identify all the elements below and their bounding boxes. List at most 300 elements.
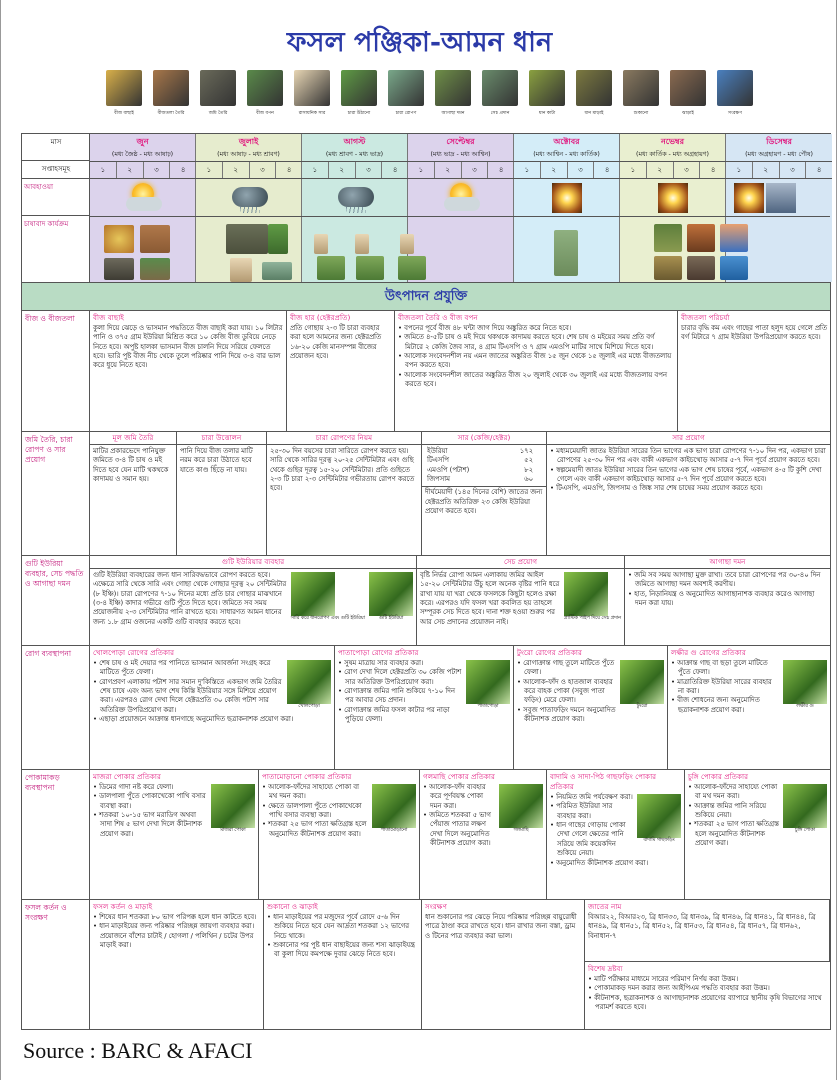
- strip-label: চারা উঠানো: [347, 111, 371, 116]
- week-row: [196, 161, 302, 179]
- fog-icon: [766, 183, 796, 213]
- week-number: ৪: [180, 166, 186, 174]
- bullet-item: • শুকানোর পর পুষ্ট ধান বাছাইয়ের জন্য শস্য ঝাড়াইযন্ত্র বা কুলা দিয়ে কমপক্ষে দুবার ঝেড়ে নিতে হবে।: [267, 941, 418, 960]
- activity-photo-weeding: [398, 256, 426, 280]
- photo-image: [783, 784, 827, 828]
- bullet-item: • রোগ দেখা দিলে হেক্টরপ্রতি ৩০ কেজি পটাশ সার অতিরিক্ত উপরিপ্রয়োগ করা।: [338, 668, 510, 687]
- activities-label: চাষাবাদ কার্যক্রম: [24, 220, 69, 228]
- weeks-label: সপ্তাহসমূহ: [22, 161, 90, 179]
- month-range: (মধ্য অগ্রহায়ণ - মধ্য পৌষ): [745, 151, 813, 158]
- week-number: ৪: [286, 166, 292, 174]
- month-range: (মধ্য কার্তিক - মধ্য অগ্রহায়ণ): [636, 151, 709, 158]
- cell-title: ফসল কর্তন ও মাড়াই: [93, 902, 153, 911]
- photo-image: [211, 784, 255, 828]
- cell-title: টুংরো রোগের প্রতিকার: [517, 648, 582, 657]
- cell-title: পাতাপোড়া রোগের প্রতিকার: [338, 648, 419, 657]
- activity-photo-seed-selection: [104, 225, 134, 253]
- activity-photo-uprooting: [268, 224, 288, 254]
- cell-fertilizer-dose: [422, 432, 547, 555]
- storm-cloud-icon: [232, 187, 268, 207]
- strip-item: [618, 70, 664, 117]
- strip-label: বীজ বপন: [256, 111, 274, 116]
- photo-image: [466, 660, 510, 704]
- cell-title: সার প্রয়োগ: [547, 432, 830, 445]
- cell-title: চারা রোপণের নিয়ম: [267, 432, 421, 445]
- photo: [783, 660, 827, 711]
- week-row: [620, 161, 726, 179]
- activity-photo-irrigation: [554, 230, 578, 276]
- activity-photo: [341, 70, 377, 106]
- fertilizer-amount: ১৭২: [519, 446, 533, 455]
- month-name: সেপ্টেম্বর: [446, 137, 475, 146]
- fertilizer-bag-icon: [355, 234, 369, 254]
- bullet-item: • অনুমোদিত কীটনাশক প্রয়োগ করা।: [550, 859, 681, 868]
- week-number: ৩: [250, 162, 277, 178]
- bullet-item: • রোগপ্রবণ এলাকায় পটাশ সার সমান দু'কিস্তিতে একভাগ জমি তৈরির শেষ চাষে এবং অন্য ভাগ শেষ কিস্তি ইউরিয়ার সঙ্গে মিশিয়ে প্রয়োগ করা। এরপরও রোগ দেখা দিলে হেক্টরপ্রতি ৩০ কেজি পটাশ সার অতিরিক্ত উপরিপ্রয়োগ করা।: [93, 678, 331, 716]
- cell-text: বৃষ্টি নির্ভর রোপা আমন এলাকায় জমির আইল ১৫-২০ সেন্টিমিটার উঁচু হলে অনেক বৃষ্টির পানি ধরে রাখা যায় যা খরা থেকে ফসলকে কিছুটা হলেও রক্ষা করে। এরপরও যদি ফসল খরা কবলিত হয় তাহলে সম্পূরক সেচ দিতে হবে। দানা শক্ত হওয়া শুরুর পর আর সেচ প্রদানের প্রয়োজন নাই।: [420, 570, 560, 626]
- month-range: (মধ্য আশ্বিন - মধ্য কার্তিক): [533, 151, 600, 158]
- bullet-item: • এছাড়া প্রয়োজনে আক্রান্ত ধানগাছে অনুমোদিত ছত্রাকনাশক প্রয়োগ করা।: [93, 715, 331, 724]
- week-number: ৩: [780, 162, 807, 178]
- cloud-icon: [126, 197, 162, 211]
- week-number: ১: [408, 162, 435, 178]
- photo-caption: গুটি ইউরিয়া: [378, 615, 404, 621]
- photo: [211, 784, 255, 835]
- photo: [783, 784, 827, 835]
- cell-title: জাতের নাম: [588, 902, 622, 911]
- bullet-item: • ক্ষেতে ডালপালা পুঁতে পোকাখেকো পাখি বসার ব্যবস্থা করা।: [262, 802, 416, 821]
- cell-text: মাটির প্রকারভেদে পানিযুক্ত জমিতে ৩-৪ টি চাষ ও মই দিতে হবে যেন মাটি থকথকে কাদাময় ও সমান হয়।: [93, 446, 169, 484]
- bullet-list: [398, 324, 674, 390]
- row-label: জমি তৈরি, চারা রোপণ ও সার প্রয়োগ: [22, 432, 90, 555]
- fertilizer-name: টিএসপি: [427, 456, 449, 465]
- activity-photo-cleaning: [687, 256, 715, 280]
- strip-label: আগাছা দমন: [441, 111, 465, 116]
- bullet-item: • বীজ শোধনের জন্য অনুমোদিত ছত্রাকনাশক প্রয়োগ করা।: [671, 696, 827, 715]
- week-number: ১: [90, 162, 117, 178]
- week-number: ১: [302, 162, 329, 178]
- rain-icon: [346, 207, 366, 213]
- photo: [620, 660, 664, 711]
- storm-cloud-icon: [338, 187, 374, 207]
- month-name: অক্টোবর: [553, 137, 580, 146]
- cell-title: বীজতলা তৈরি ও বীজ বপন: [398, 313, 478, 322]
- activity-photo: [247, 70, 283, 106]
- photo-caption: খোলপোড়া: [298, 703, 320, 709]
- row-harvest: [21, 900, 831, 1030]
- photo-caption: পাতামোড়ানো: [380, 827, 408, 833]
- photo-image: [499, 784, 543, 828]
- cell-title: সংরক্ষণ: [425, 902, 447, 911]
- strip-label: জমি তৈরি: [208, 111, 228, 116]
- bullet-item: • ডিমের গাদা নষ্ট করে ফেলা।: [93, 783, 255, 792]
- cell-transplant-rule: [267, 432, 422, 555]
- fertilizer-name: জিপসাম: [427, 475, 450, 484]
- weather-label: আবহাওয়া: [22, 179, 90, 216]
- cell-drying-winnowing: [264, 900, 422, 1029]
- bullet-item: • পরিমিত ইউরিয়া সার ব্যবহার করা।: [550, 802, 681, 821]
- photo: [466, 660, 510, 711]
- fertilizer-name: এমওপি (পটাশ): [427, 465, 470, 474]
- photo-caption: পাতাপোড়া: [477, 703, 499, 709]
- cell-title: মূল জমি তৈরি: [90, 432, 176, 445]
- photo: [372, 784, 416, 835]
- strip-label: ধান কাটা: [538, 111, 556, 116]
- week-number: ১: [514, 162, 541, 178]
- cell-land-prep: [90, 432, 177, 555]
- activity-photo: [153, 70, 189, 106]
- photo: [499, 784, 543, 835]
- cell-seedbed-sowing: [395, 311, 678, 431]
- bullet-item: • জমিতে ৪-৫টি চাষ ও মই দিয়ে থকথকে কাদাময় করতে হবে। শেষ চাষ ও মইয়ের সময় প্রতি বর্গ মিটারে ২ কেজি জৈব সার, ৪ গ্রাম টিএসপি ও ৭ গ্রাম এমওপি মাটির সাথে মিশিয়ে দিতে হবে।: [398, 333, 674, 352]
- cell-gall-midge: [420, 770, 547, 899]
- activity-photo: [670, 70, 706, 106]
- cell-case-worm: [685, 770, 830, 899]
- cell-title: বীজ বাছাই: [93, 313, 125, 322]
- activity-photo: [106, 70, 142, 106]
- cell-title: সেচ প্রয়োগ: [417, 556, 624, 569]
- week-number: ২: [647, 162, 674, 178]
- sun-icon: [552, 183, 582, 213]
- photo-image: [287, 660, 331, 704]
- cell-title: সার (কেজি/হেক্টর): [422, 432, 546, 445]
- cell-text: প্রতি গোছায় ২-৩ টি চারা ব্যবহার করা হলে আমনের জন্য হেক্টরপ্রতি ১৬-২০ কেজি মানসম্পন্ন বীজের প্রয়োজন হবে।: [290, 323, 382, 361]
- week-number: ২: [541, 162, 568, 178]
- strip-label: চারা রোপণ: [395, 111, 417, 116]
- activity-photo-harvest: [654, 224, 682, 252]
- fertilizer-name: ইউরিয়া: [427, 446, 448, 455]
- photo-image: [369, 572, 413, 616]
- strip-label: বীজ বাছাই: [114, 111, 134, 116]
- strip-item: [477, 70, 523, 117]
- month-range: (মধ্য আষাঢ় - মধ্য শ্রাবণ): [217, 151, 280, 158]
- bullet-list: [588, 975, 827, 1013]
- fertilizer-table: [425, 447, 543, 485]
- bullet-item: • আলোক-ফাঁদ ও হাতজাল ব্যবহার করে বাহক পোকা (সবুজ পাতা ফড়িং) মেরে ফেলা।: [517, 678, 664, 706]
- bullet-item: • বপনের পূর্বে বীজ ৪৮ ঘন্টা জাগ দিয়ে অঙ্কুরিত করে নিতে হবে।: [398, 324, 674, 333]
- activity-photo-weeding: [317, 256, 345, 280]
- cell-note: দীর্ঘমেয়াদী (১৪৫ দিনের বেশি) জাতের জন্য হেক্টরপ্রতি অতিরিক্ত ২৩ কেজি ইউরিয়া প্রয়োগ করতে হবে।: [422, 486, 546, 517]
- fertilizer-row: [425, 456, 543, 465]
- section-heading: উৎপাদন প্রযুক্তি: [21, 283, 831, 311]
- week-number: ৪: [710, 166, 716, 174]
- bullet-item: • শতকরা ১০-১৫ ভাগ মরাডিগ অথবা সাদা শিষ ৫ ভাগ দেখা দিলে কীটনাশক প্রয়োগ করা।: [93, 811, 255, 839]
- bullet-item: • সবুজ পাতাফড়িং দমনে অনুমোদিত কীটনাশক প্রয়োগ করা।: [517, 706, 664, 725]
- cell-title: শুকানো ও ঝাড়াই: [267, 902, 318, 911]
- photo-caption: লক্ষীর গু: [796, 703, 814, 709]
- activity-photo-storage: [720, 256, 748, 280]
- week-number: ৪: [604, 166, 610, 174]
- cell-fertilizer-application: [547, 432, 830, 555]
- cell-seed-rate: [287, 311, 395, 431]
- strip-label: শুকানো: [633, 111, 649, 116]
- bullet-item: • হাত, নিড়ানিযন্ত্র ও অনুমোদিত আগাছানাশক ব্যবহার করেও আগাছা দমন করা যায়।: [628, 590, 827, 609]
- bullet-item: • আলোক সংবেদনশীল নয় এমন জাতের অঙ্কুরিত বীজ ১৫ জুন থেকে ১৫ জুলাই এর মধ্যে বীজতলায় বপন করতে হবে।: [398, 352, 674, 371]
- fertilizer-row: [425, 447, 543, 456]
- fertilizer-bag-icon: [230, 258, 252, 282]
- week-number: ৩: [568, 162, 595, 178]
- cell-text: গুটি ইউরিয়া ব্যবহারের জন্য ধান সারিবদ্ধভাবে রোপণ করতে হবে। এক্ষেত্রে সারি থেকে সারি এবং গোছা থেকে গোছার দূরত্ব ২০ সেন্টিমিটার (৮ ইঞ্চি)। চারা রোপণের ৭-১০ দিনের মধ্যে প্রতি চার গোছার মাঝখানে (৩-৪ ইঞ্চি) কাদার গভীরে গুটি পুঁতে দিতে হবে। জমিতে সব সময় প্রয়োজনীয় ২-৩ সেন্টিমিটার পানি রাখতে হবে। সাধারণত আমন ধানের জন্য ১.৮ গ্রাম ওজনের একটি গুটি ব্যবহার করতে হবে।: [93, 570, 287, 626]
- cloud-icon: [444, 197, 480, 211]
- cell-planthopper: [547, 770, 685, 899]
- strip-item: [524, 70, 570, 117]
- strip-item: [383, 70, 429, 117]
- bullet-item: • আক্রান্ত গাছ বা ছড়া তুলে মাটিতে পুঁতে ফেলা।: [671, 659, 827, 678]
- cell-varieties: [585, 900, 830, 962]
- cell-seedbed-care: [678, 311, 830, 431]
- cell-false-smut: [668, 646, 830, 769]
- cell-text: ২৫-৩০ দিন বয়সের চারা সারিতে রোপণ করতে হয়। সারি থেকে সারির দূরত্ব ২০-২৫ সেন্টিমিটার এবং গুছি থেকে গুছির দূরত্ব ১৫-২০ সেন্টিমিটার। প্রতি গুছিতে ২-৩ টি চারা ২-৩ সেন্টিমিটার গভীরতায় রোপণ করতে হবে।: [270, 446, 415, 493]
- bright-sun-icon: [550, 183, 586, 213]
- bullet-item: • কীটনাশক, ছত্রাকনাশক ও আগাছানাশক প্রয়োগের ব্যাপারে স্থানীয় কৃষি বিভাগের সাথে পরামর্শ করতে হবে।: [588, 994, 827, 1013]
- row-seed: [21, 311, 831, 432]
- cell-irrigation: [417, 556, 625, 645]
- activity-photo-sowing: [140, 258, 170, 280]
- activity-photo: [388, 70, 424, 106]
- photo-caption: গলমাছি: [513, 827, 529, 833]
- bullet-item: • রোগাক্রান্ত জমির পানি শুকিয়ে ৭-১০ দিন পর আবার সেচ প্রদান।: [338, 687, 510, 706]
- photo: [637, 794, 681, 845]
- month-range: (মধ্য জৈষ্ঠ - মধ্য আষাঢ়): [111, 151, 174, 158]
- strip-item: [195, 70, 241, 117]
- cell-title: খোলপোড়া রোগের প্রতিকার: [93, 648, 175, 657]
- cell-urea-super-granule: [90, 556, 417, 645]
- week-number: ২: [753, 162, 780, 178]
- activity-photo-tractor: [226, 224, 268, 254]
- calendar-row-labels: [22, 134, 90, 282]
- cell-title: বিশেষ দ্রষ্টব্য: [588, 964, 623, 973]
- cell-uprooting: [177, 432, 267, 555]
- month-label: মাস: [22, 134, 90, 161]
- week-number: ৩: [356, 162, 383, 178]
- cell-sheath-blight: [90, 646, 335, 769]
- bullet-item: • মাত্রাতিরিক্ত ইউরিয়া সারের ব্যবহার না করা।: [671, 678, 827, 697]
- cell-seed-selection: [90, 311, 287, 431]
- photo-image: [291, 572, 335, 616]
- strip-label: বীজতলা তৈরি: [157, 111, 185, 116]
- cell-title: লক্ষীর গু রোগের প্রতিকার: [671, 648, 746, 657]
- bullet-item: • নিয়মিত জমি পর্যবেক্ষণ করা।: [550, 793, 681, 802]
- strip-label: রাসায়নিক সার: [298, 111, 326, 116]
- page-title: ফসল পঞ্জিকা-আমন ধান: [286, 27, 553, 58]
- strip-item: [665, 70, 711, 117]
- calendar-table: [21, 133, 831, 283]
- cell-storage: [422, 900, 585, 1029]
- activity-photo: [435, 70, 471, 106]
- bullet-item: • পোকামাকড় দমন করার জন্য আইপিএম পদ্ধতি ব্যবহার করা উত্তম।: [588, 984, 827, 993]
- cell-tungro: [514, 646, 668, 769]
- activity-photo: [623, 70, 659, 106]
- week-number: ২: [435, 162, 462, 178]
- cell-title: চুঙ্গি পোকার প্রতিকার: [688, 772, 749, 781]
- bullet-item: • শিষের ধান শতকরা ৮০ ভাগ পরিপক্ক হলে ধান কাটতে হবে।: [93, 913, 260, 922]
- photo-image: [637, 794, 681, 838]
- photo-image: [564, 572, 608, 616]
- photo: [564, 572, 621, 623]
- strip-item: [148, 70, 194, 117]
- month-range: (মধ্য ভাদ্র - মধ্য আশ্বিন): [430, 151, 491, 158]
- row-disease: [21, 646, 831, 770]
- bullet-item: • জমি সব সময় আগাছা মুক্ত রাখা। তবে চারা রোপণের পর ৩০-৪০ দিন জমিতে আগাছা দমন অবশ্যই করণীয়।: [628, 571, 827, 590]
- bullet-item: • শেষ চাষ ও মই দেয়ার পর পানিতে ভাসমান আবর্জনা সংগ্রহ করে মাটিতে পুঁতে ফেলা।: [93, 659, 331, 678]
- activity-photo: [200, 70, 236, 106]
- cell-title: বীজতলা পরিচর্যা: [681, 313, 730, 322]
- bullet-item: • আলোক-ফাঁদের সাহায্যে পোকা বা মথ দমন করা।: [262, 783, 416, 802]
- bullet-item: • শতকরা ২৫ ভাগ পাতা ক্ষতিগ্রস্ত হলে অনুমোদিত কীটনাশক প্রয়োগ করা।: [262, 820, 416, 839]
- bullet-item: • টিএসপি, এমওপি, জিপসাম ও জিঙ্ক সার শেষ চাষের সময় প্রয়োগ করতে হবে।: [550, 484, 827, 493]
- bullet-item: • ডালপালা পুঁতে পোকাখেকো পাখি বসার ব্যবস্থা করা।: [93, 792, 255, 811]
- bullet-item: • রোগাক্রান্ত গাছ তুলে মাটিতে পুঁতে ফেলা।: [517, 659, 664, 678]
- week-row: [408, 161, 514, 179]
- activity-photo-threshing: [687, 224, 715, 252]
- row-label: ফসল কর্তন ও সংরক্ষণ: [22, 900, 90, 1029]
- cell-text: ধান শুকানোর পর ঝেড়ে নিয়ে পরিষ্কার পরিচ্ছন্ন বায়ুরোধী পাত্রে ঠাণ্ডা করে রাখতে হবে। ধান রাখার জন্য বস্তা, ড্রাম ও টিনের পাত্র ব্যবহার করা ভাল।: [425, 912, 577, 940]
- photo-caption: মাজরা পোকা: [220, 827, 246, 833]
- week-number: ৩: [462, 162, 489, 178]
- fertilizer-bag-icon: [400, 234, 414, 254]
- week-number: ২: [329, 162, 356, 178]
- bullet-item: • স্বল্পমেয়াদী জাতঃ ইউরিয়া সারের তিন ভাগের এক ভাগ শেষ চাষের পূর্বে, একভাগ ৪-৫ টি কুশি দেখা গেলে এবং বাকী একভাগ কাইচথোড় আসার ৫-৭ দিন পূর্বে প্রয়োগ করতে হবে।: [550, 466, 827, 485]
- bullet-item: • আলোক-ফাঁদের সাহায্যে পোকা বা মথ দমন করা।: [688, 783, 827, 802]
- photo-caption: চুঙ্গি পোকা: [794, 827, 815, 833]
- photo: [369, 572, 413, 623]
- rain-cloud-icon: [338, 183, 374, 213]
- cell-title: চারা উত্তোলন: [177, 432, 266, 445]
- photo: [287, 660, 331, 711]
- cell-harvest-threshing: [90, 900, 264, 1029]
- bullet-item: • মধ্যমমেয়াদী জাতঃ ইউরিয়া সারের তিন ভাগের এক ভাগ চারা রোপণের ৭-১০ দিন পর, একভাগ চারা রোপণের ২৫-৩০ দিন পর এবং বাকী একভাগ কাইচথোড় আসার ৫-৭ দিন পূর্বে প্রয়োগ করতে হবে।: [550, 447, 827, 466]
- bullet-item: • আলোক সংবেদনশীল জাতের অঙ্কুরিত বীজ ২০ জুলাই থেকে ৩০ জুলাই এর মধ্যে বীজতলায় বপন করতে হবে।: [398, 371, 674, 390]
- bullet-list: [93, 913, 260, 951]
- sun-fog-icon: [732, 183, 768, 213]
- cell-title: মাজরা পোকার প্রতিকার: [93, 772, 161, 781]
- photo-caption: টুংরো: [636, 703, 648, 709]
- cell-text: পানি দিয়ে বীজ তলার মাটি নরম করে চারা উঠাতে হবে যাতে কাণ্ড ছিঁড়ে না যায়।: [180, 446, 253, 474]
- week-number: ৩: [144, 162, 171, 178]
- strip-item: [289, 70, 335, 117]
- month-name: ডিসেম্বর: [766, 137, 792, 146]
- bullet-item: • ধান মাড়াইয়ের জন্য পরিষ্কার পরিচ্ছন্ন জায়গা ব্যবহার করা। প্রয়োজনে বাঁশের চাটাই / হোগলা / পলিথিন / চটের উপর মাড়াই করা।: [93, 922, 260, 950]
- row-label: গুটি ইউরিয়া ব্যবহার, সেচ পদ্ধতি ও আগাছা দমন: [22, 556, 90, 645]
- strip-item: [242, 70, 288, 117]
- week-number: ৪: [498, 166, 504, 174]
- cell-title: গুটি ইউরিয়ার ব্যবহার: [90, 556, 416, 569]
- week-number: ৪: [816, 166, 822, 174]
- cell-title: বাদামি ও সাদা-পিঠ গাছফড়িং পোকার প্রতিকার: [550, 772, 657, 791]
- strip-label: ধান মাড়াই: [584, 111, 604, 116]
- activity-photo: [717, 70, 753, 106]
- row-label: পোকামাকড় ব্যবস্থাপনা: [22, 770, 90, 899]
- activity-photo: [294, 70, 330, 106]
- month-name: জুলাই: [238, 137, 259, 146]
- cell-leaf-roller: [259, 770, 420, 899]
- row-label: বীজ ও বীজতলা: [22, 311, 90, 431]
- bullet-item: • মাটি পরীক্ষার মাধ্যমে সারের পরিমাণ নির্ণয় করা উত্তম।: [588, 975, 827, 984]
- strip-item: [712, 70, 758, 117]
- sun-icon: [658, 183, 688, 213]
- week-number: ২: [223, 162, 250, 178]
- activity-photo-transplanting: [262, 262, 292, 280]
- cell-title: পাতামোড়ানো পোকার প্রতিকার: [262, 772, 352, 781]
- week-row: [90, 161, 196, 179]
- sun-cloud-icon: [444, 183, 480, 213]
- photo-image: [783, 660, 827, 704]
- week-number: ১: [620, 162, 647, 178]
- activity-photo-winnowing: [654, 256, 682, 280]
- fertilizer-row: [425, 466, 543, 475]
- fertilizer-amount: ৮২: [524, 465, 533, 474]
- activity-photo: [576, 70, 612, 106]
- activity-photo-seedbed: [140, 225, 170, 253]
- bullet-item: • ধান গাছের গোড়ায় পোকা দেখা গেলে ক্ষেতের পানি সরিয়ে জমি কয়েকদিন শুকিয়ে নেয়া।: [550, 821, 681, 859]
- bright-sun-icon: [656, 183, 692, 213]
- month-range: (মধ্য শ্রাবণ - মধ্য ভাদ্র): [325, 151, 384, 158]
- photo-caption: প্লাস্টিক পাইপ দিয়ে সেচ প্রদান: [564, 615, 621, 621]
- bullet-item: • জমিতে শতকরা ৫ ভাগ পেঁয়াজ পাতার লক্ষণ দেখা দিলে অনুমোদিত কীটনাশক প্রয়োগ করা।: [423, 811, 543, 849]
- cell-title: আগাছা দমন: [625, 556, 830, 569]
- week-number: ৪: [392, 166, 398, 174]
- cell-text: কুলা দিয়ে ঝেড়ে ও ভাসমান পদ্ধতিতে বীজ বাছাই করা যায়। ১০ লিটার পানি ও ৩৭৫ গ্রাম ইউরিয়া মিশ্রিত করে ১০ কেজি বীজ ডুবিয়ে নেড়ে নিতে হবে। অপুষ্ট হালকা ভাসমান বীজ চালনি দিয়ে সরিয়ে ফেলতে হবে। ভারি পুষ্ট বীজ নীচ থেকে তুলে পরিষ্কার পানি দিয়ে ৩-৪ বার ভাল করে ধুয়ে নিতে হবে।: [93, 323, 283, 370]
- activity-photo: [529, 70, 565, 106]
- month-name: জুন: [136, 137, 149, 146]
- rain-icon: [240, 207, 260, 213]
- bullet-item: • আক্রান্ত জমির পানি সরিয়ে শুকিয়ে নেয়া।: [688, 802, 827, 821]
- row-urea: [21, 556, 831, 646]
- bullet-item: • ধান মাড়াইয়ের পর মজুদের পূর্বে রোদে ৫-৬ দিন শুকিয়ে নিতে হবে যেন আর্দ্রতা শতকরা ১২ ভাগের নিচে থাকে।: [267, 913, 418, 941]
- fertilizer-row: [425, 475, 543, 484]
- sun-cloud-icon: [126, 183, 162, 213]
- bullet-item: • সুষম মাত্রায় সার ব্যবহার করা।: [338, 659, 510, 668]
- activity-photo-weeding: [356, 256, 384, 280]
- rain-cloud-icon: [232, 183, 268, 213]
- divider: [90, 216, 830, 217]
- week-row: [514, 161, 620, 179]
- month-name: নভেম্বর: [660, 137, 685, 146]
- week-number: ২: [117, 162, 144, 178]
- cell-special-notes: [585, 962, 830, 1029]
- row-label: রোগ ব্যবস্থাপনা: [22, 646, 90, 769]
- cell-weed-control: [625, 556, 830, 645]
- source-credit: Source : BARC & AFACI: [23, 1038, 253, 1063]
- week-number: ১: [196, 162, 223, 178]
- cell-title: বীজ হার (হেক্টরপ্রতি): [290, 313, 351, 322]
- activity-photo-drying: [720, 224, 748, 252]
- activity-photo: [482, 70, 518, 106]
- strip-item: [336, 70, 382, 117]
- bullet-item: • শতকরা ২৫ ভাগ পাতা ক্ষতিগ্রস্ত হলে অনুমোদিত কীটনাশক প্রয়োগ করা।: [688, 820, 827, 848]
- bullet-item: • আলোক-ফাঁদ ব্যবহার করে পূর্ণবয়স্ক পোকা দমন করা।: [423, 783, 543, 811]
- strip-item: [430, 70, 476, 117]
- activity-photo-land-prep: [104, 258, 134, 280]
- strip-label: সংরক্ষণ: [727, 111, 743, 116]
- bullet-item: • রোগাক্রান্ত জমির ফসল কাটার পর নাড়া পুড়িয়ে ফেলা।: [338, 706, 510, 725]
- month-name: আগস্ট: [343, 137, 366, 146]
- fertilizer-bag-icon: [314, 234, 328, 254]
- photo: [291, 572, 365, 623]
- sun-icon: [734, 183, 764, 213]
- cell-title: গলমাছি পোকার প্রতিকার: [423, 772, 495, 781]
- photo-image: [620, 660, 664, 704]
- week-row: [726, 161, 832, 179]
- cell-stem-borer: [90, 770, 259, 899]
- fertilizer-amount: ৬০: [524, 475, 533, 484]
- cell-text: চারার বৃদ্ধি কম এবং গাছের পাতা হলুদ হয়ে গেলে প্রতি বর্গ মিটারে ৭ গ্রাম ইউরিয়া উপরিপ্রয়োগ করতে হবে।: [681, 323, 827, 342]
- strip-label: ঝাড়াই: [682, 111, 694, 116]
- bullet-list: [267, 913, 418, 960]
- photo-caption: বাদামি গাছফড়িং: [643, 837, 675, 843]
- row-land: [21, 432, 831, 556]
- strip-label: সেচ প্রদান: [490, 111, 510, 116]
